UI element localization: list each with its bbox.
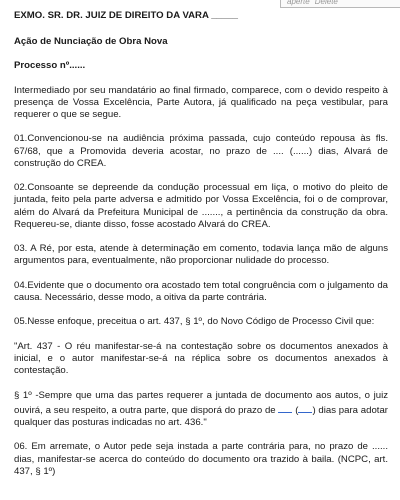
paragraph-02: 02.Consoante se depreende da condução processual em liça, o motivo do pleito de juntada, feito pela parte adversa e admitido por Vossa Excelência, foi o de comprovar, além do Alvará da Prefeitura Municipal de ......., a pertinência da construção da obra. Requereu-se, diante disso, fosse acostado Alvará do CREA.	[14, 182, 388, 230]
paragraph-05: 05.Nesse enfoque, preceitua o art. 437, § 1º, do Novo Código de Processo Civil que:	[14, 316, 375, 328]
petition-document[interactable]	[14, 10, 388, 490]
quote-paren-open: (	[295, 404, 299, 416]
quote-text-end: ) dias para adotar qualquer das posturas indicadas no art. 436."	[14, 404, 389, 428]
deadline-number-field[interactable]	[278, 402, 292, 413]
paragraph-01: 01.Convencionou-se na audiência próxima passada, cujo conteúdo repousa às fls. 67/68, que a Promovida deveria acostar, no prazo de .... (......) dias, Alvará de construção do CREA.	[14, 133, 388, 169]
court-header: EXMO. SR. DR. JUIZ DE DIREITO DA VARA _____	[14, 10, 238, 21]
process-number: Processo nº......	[14, 60, 86, 72]
paragraph-04: 04.Evidente que o documento ora acostado tem total congruência com o julgamento da causa. Necessário, desse modo, a oitiva da parte contrária.	[14, 279, 388, 303]
quote-art-437: "Art. 437 - O réu manifestar-se-á na contestação sobre os documentos anexados à inicial, e o autor manifestar-se-á na réplica sobre os documentos anexados à contestação.	[14, 340, 388, 377]
paragraph-06: 06. Em arremate, o Autor pede seja instada a parte contrária para, no prazo de ...... dias, manifestar-se acerca do conteúdo do documento ora trazido à baila. (NCPC, art. 437, § 1º)	[14, 441, 388, 477]
quote-text-start: § 1º -Sempre que uma das partes requerer a juntada de documento aos autos, o juiz ouvirá, a seu respeito, a outra parte, que disporá do prazo de	[14, 389, 388, 416]
delete-hint-tooltip: aperte "Delete"	[280, 0, 400, 8]
intro-paragraph: Intermediado por seu mandatário ao final firmado, comparece, com o devido respeito à presença de Vossa Excelência, Parte Autora, já qualificado na peça vestibular, para requerer o que se segue.	[14, 84, 388, 121]
paragraph-03: 03. A Ré, por esta, atende à determinação em comento, todavia lança mão de alguns argumentos para, eventualmente, não proporcionar nulidade do processo.	[14, 243, 388, 267]
action-title: Ação de Nunciação de Obra Nova	[14, 36, 168, 48]
deadline-words-field[interactable]	[298, 402, 312, 413]
quote-paragraph-1	[14, 390, 388, 430]
